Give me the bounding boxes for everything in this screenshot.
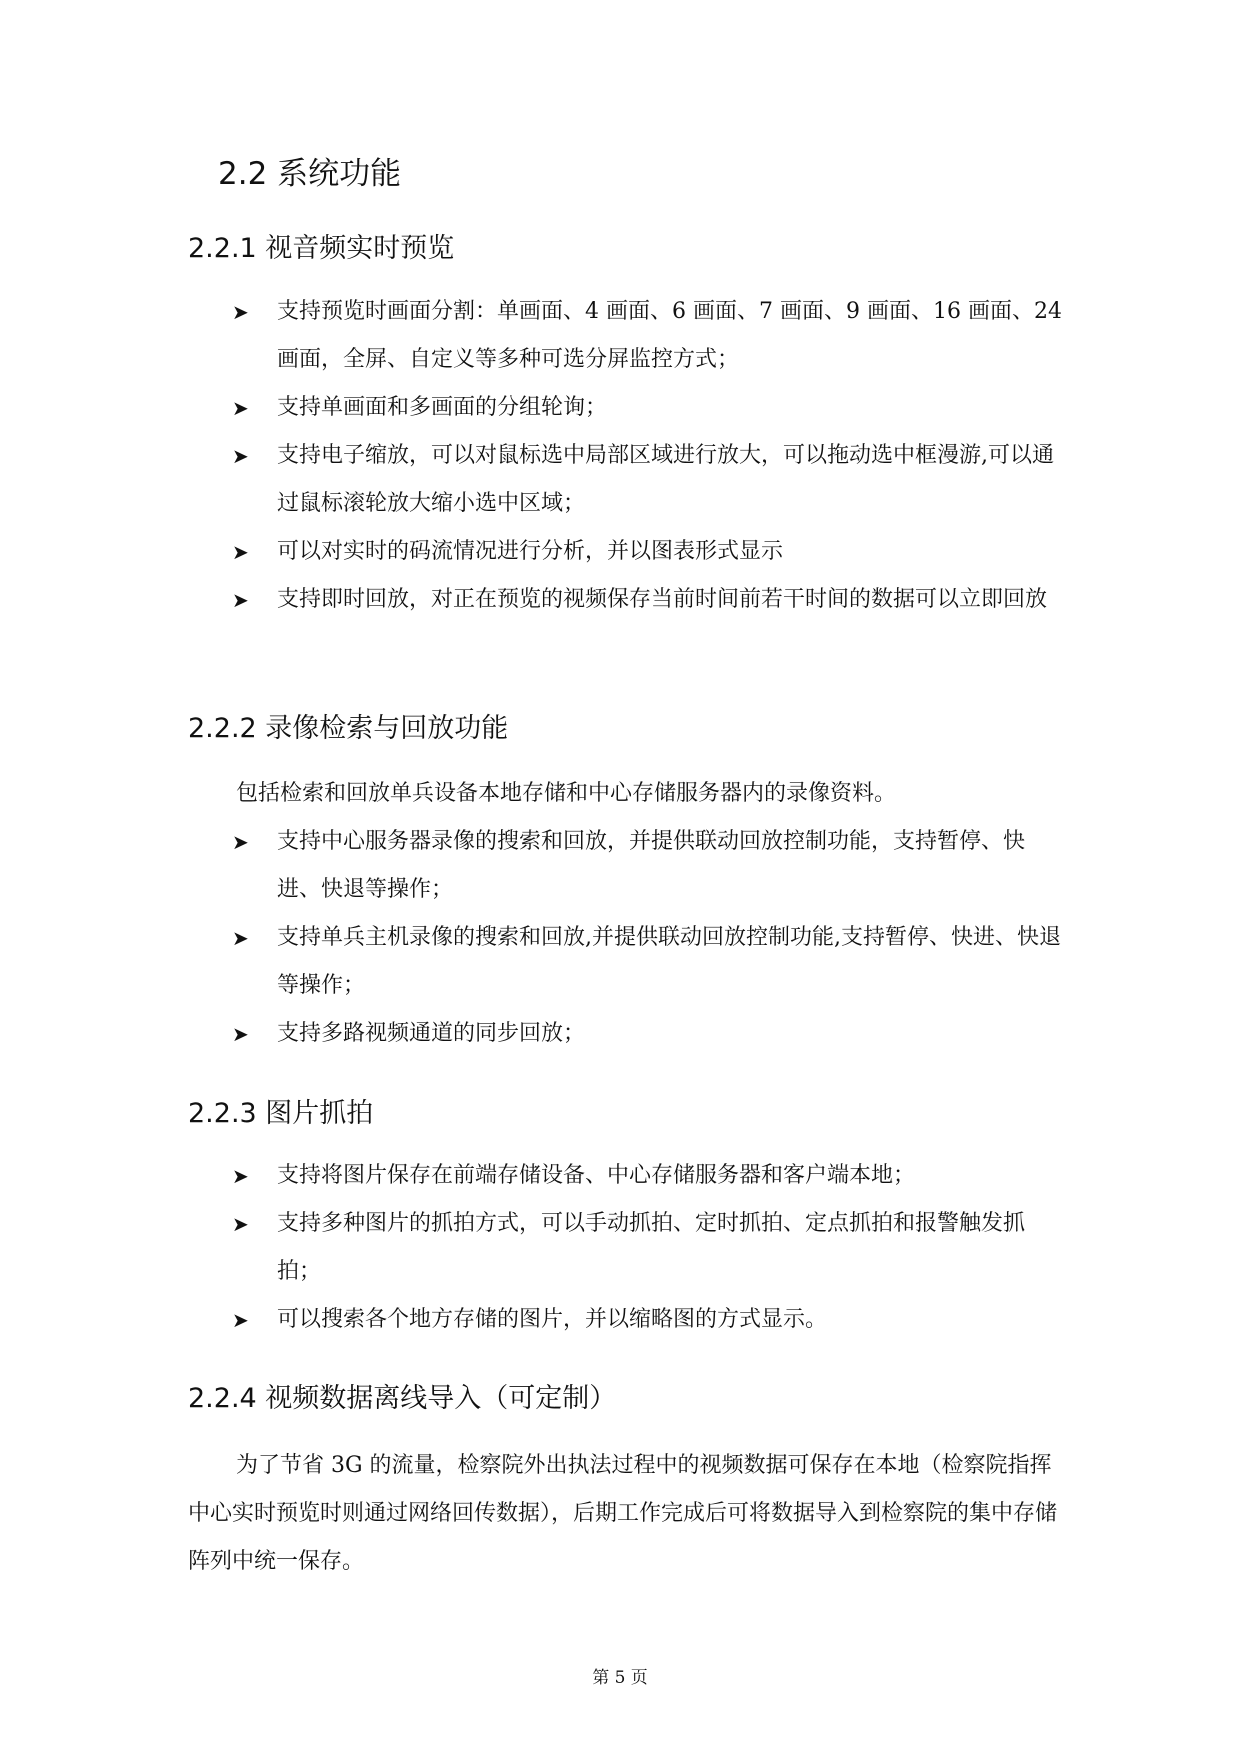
arrow-bullet-icon: ➤ [232, 1022, 249, 1046]
subsection-heading-2-2-1: 2.2.1 视音频实时预览 [188, 233, 455, 264]
list-item: ➤ 支持单兵主机录像的搜索和回放,并提供联动回放控制功能,支持暂停、快进、快退等操作； [232, 914, 1062, 1010]
list-item: ➤ 可以对实时的码流情况进行分析，并以图表形式显示 [232, 528, 1062, 576]
arrow-bullet-icon: ➤ [232, 444, 249, 468]
body-paragraph: 为了节省 3G 的流量，检察院外出执法过程中的视频数据可保存在本地（检察院指挥中心实时预览时则通过网络回传数据），后期工作完成后可将数据导入到检察院的集中存储阵列中统一保存。 [188, 1453, 1058, 1574]
subsection-heading-2-2-4: 2.2.4 视频数据离线导入（可定制） [188, 1383, 617, 1414]
arrow-bullet-icon: ➤ [232, 540, 249, 564]
list-item: ➤ 可以搜索各个地方存储的图片，并以缩略图的方式显示。 [232, 1296, 1062, 1344]
list-item: ➤ 支持将图片保存在前端存储设备、中心存储服务器和客户端本地； [232, 1152, 1062, 1200]
list-item: ➤ 支持多种图片的抓拍方式，可以手动抓拍、定时抓拍、定点抓拍和报警触发抓拍； [232, 1200, 1062, 1296]
arrow-bullet-icon: ➤ [232, 396, 249, 420]
arrow-bullet-icon: ➤ [232, 1164, 249, 1188]
list-item: ➤ 支持即时回放，对正在预览的视频保存当前时间前若干时间的数据可以立即回放 [232, 576, 1062, 624]
arrow-bullet-icon: ➤ [232, 830, 249, 854]
section-intro: 包括检索和回放单兵设备本地存储和中心存储服务器内的录像资料。 [236, 781, 897, 806]
page-number: 第 5 页 [592, 1668, 648, 1688]
arrow-bullet-icon: ➤ [232, 1212, 249, 1236]
arrow-bullet-icon: ➤ [232, 588, 249, 612]
list-item: ➤ 支持多路视频通道的同步回放； [232, 1010, 1062, 1058]
list-item: ➤ 支持电子缩放，可以对鼠标选中局部区域进行放大，可以拖动选中框漫游,可以通过鼠标滚轮放大缩小选中区域； [232, 432, 1062, 528]
list-item: ➤ 支持单画面和多画面的分组轮询； [232, 384, 1062, 432]
arrow-bullet-icon: ➤ [232, 1308, 249, 1332]
subsection-heading-2-2-2: 2.2.2 录像检索与回放功能 [188, 713, 509, 744]
arrow-bullet-icon: ➤ [232, 300, 249, 324]
subsection-heading-2-2-3: 2.2.3 图片抓拍 [188, 1098, 374, 1129]
section-heading-2-2: 2.2 系统功能 [218, 156, 402, 192]
list-item: ➤ 支持中心服务器录像的搜索和回放，并提供联动回放控制功能，支持暂停、快进、快退等操作； [232, 818, 1062, 914]
list-item: ➤ 支持预览时画面分割：单画面、4 画面、6 画面、7 画面、9 画面、16 画面、24 画面，全屏、自定义等多种可选分屏监控方式； [232, 288, 1062, 384]
arrow-bullet-icon: ➤ [232, 926, 249, 950]
